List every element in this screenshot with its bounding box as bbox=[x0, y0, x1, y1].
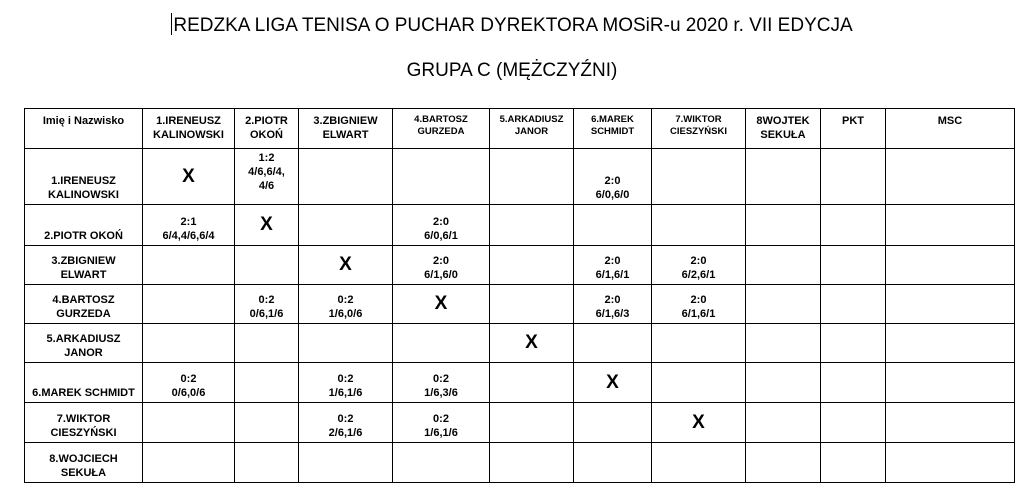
player-name-cell: 3.ZBIGNIEW ELWART bbox=[25, 246, 143, 285]
empty-cell bbox=[746, 149, 821, 205]
header-cell: PKT bbox=[821, 109, 886, 149]
empty-cell bbox=[886, 443, 1015, 483]
empty-cell bbox=[490, 403, 574, 443]
header-row bbox=[25, 109, 1015, 149]
header-cell: 3.ZBIGNIEW ELWART bbox=[299, 109, 393, 149]
empty-cell bbox=[490, 285, 574, 324]
result-line: 0:2 bbox=[180, 373, 197, 385]
self-match-cell: X bbox=[574, 363, 652, 403]
empty-cell bbox=[574, 403, 652, 443]
empty-cell bbox=[821, 205, 886, 246]
result-line: 6/1,6/3 bbox=[595, 308, 630, 320]
table-row bbox=[25, 149, 1015, 205]
result-line: 0:2 bbox=[337, 413, 354, 425]
empty-cell bbox=[490, 363, 574, 403]
result-line: 2:0 bbox=[690, 294, 707, 306]
match-result-cell bbox=[393, 246, 490, 285]
empty-cell bbox=[143, 324, 235, 363]
match-result-cell bbox=[143, 363, 235, 403]
match-result-cell bbox=[574, 285, 652, 324]
page-title-text: REDZKA LIGA TENISA O PUCHAR DYREKTORA MOSiR-u 2020 r. VII EDYCJA bbox=[173, 15, 853, 36]
match-result-cell bbox=[299, 403, 393, 443]
header-cell: 2.PIOTR OKOŃ bbox=[235, 109, 299, 149]
player-name-cell: 7.WIKTOR CIESZYŃSKI bbox=[25, 403, 143, 443]
match-result-cell bbox=[574, 246, 652, 285]
empty-cell bbox=[393, 324, 490, 363]
empty-cell bbox=[821, 246, 886, 285]
result-line: 0:2 bbox=[433, 373, 449, 385]
player-name-cell: 2.PIOTR OKOŃ bbox=[25, 205, 143, 246]
empty-cell bbox=[490, 205, 574, 246]
empty-cell bbox=[746, 443, 821, 483]
result-line: 2:1 bbox=[180, 216, 197, 228]
table-row bbox=[25, 205, 1015, 246]
empty-cell bbox=[821, 324, 886, 363]
player-name-cell: 1.IRENEUSZ KALINOWSKI bbox=[25, 149, 143, 205]
result-line: 2:0 bbox=[604, 175, 621, 187]
table-row bbox=[25, 285, 1015, 324]
result-line: 6/1,6/1 bbox=[595, 269, 630, 281]
result-line: 2:0 bbox=[433, 255, 449, 267]
empty-cell bbox=[235, 403, 299, 443]
header-cell: 4.BARTOSZ GURZEDA bbox=[393, 109, 490, 149]
player-name-cell: 4.BARTOSZ GURZEDA bbox=[25, 285, 143, 324]
empty-cell bbox=[143, 443, 235, 483]
empty-cell bbox=[746, 285, 821, 324]
header-cell: Imię i Nazwisko bbox=[25, 109, 143, 149]
empty-cell bbox=[574, 324, 652, 363]
empty-cell bbox=[886, 205, 1015, 246]
result-line: 2:0 bbox=[604, 294, 621, 306]
empty-cell bbox=[652, 205, 746, 246]
result-line: 6/1,6/0 bbox=[424, 269, 458, 281]
self-match-cell: X bbox=[143, 149, 235, 205]
self-match-cell: X bbox=[652, 403, 746, 443]
empty-cell bbox=[746, 363, 821, 403]
match-result-cell bbox=[235, 149, 299, 205]
empty-cell bbox=[821, 443, 886, 483]
empty-cell bbox=[821, 285, 886, 324]
player-name-cell: 5.ARKADIUSZ JANOR bbox=[25, 324, 143, 363]
match-result-cell bbox=[652, 285, 746, 324]
empty-cell bbox=[299, 205, 393, 246]
result-line: 2:0 bbox=[604, 255, 621, 267]
empty-cell bbox=[821, 403, 886, 443]
header-cell: 7.WIKTOR CIESZYŃSKI bbox=[652, 109, 746, 149]
self-match-cell: X bbox=[393, 285, 490, 324]
empty-cell bbox=[746, 324, 821, 363]
page-title bbox=[0, 13, 1024, 38]
result-line: 0:2 bbox=[337, 373, 354, 385]
header-cell: 5.ARKADIUSZ JANOR bbox=[490, 109, 574, 149]
empty-cell bbox=[821, 363, 886, 403]
empty-cell bbox=[821, 149, 886, 205]
self-match-cell: X bbox=[299, 246, 393, 285]
header-cell: 6.MAREK SCHMIDT bbox=[574, 109, 652, 149]
result-line: 4/6,6/4, bbox=[248, 166, 285, 178]
header-cell: MSC bbox=[886, 109, 1015, 149]
player-name-cell: 6.MAREK SCHMIDT bbox=[25, 363, 143, 403]
match-result-cell bbox=[393, 205, 490, 246]
player-name-cell: 8.WOJCIECH SEKUŁA bbox=[25, 443, 143, 483]
result-line: 1/6,3/6 bbox=[424, 387, 458, 399]
empty-cell bbox=[143, 246, 235, 285]
result-line: 2:0 bbox=[433, 216, 449, 228]
empty-cell bbox=[746, 246, 821, 285]
empty-cell bbox=[886, 324, 1015, 363]
result-line: 0:2 bbox=[258, 294, 275, 306]
match-result-cell bbox=[299, 363, 393, 403]
empty-cell bbox=[652, 363, 746, 403]
empty-cell bbox=[886, 285, 1015, 324]
match-result-cell bbox=[393, 403, 490, 443]
result-line: 4/6 bbox=[258, 180, 275, 192]
empty-cell bbox=[143, 403, 235, 443]
header-cell: 8WOJTEK SEKUŁA bbox=[746, 109, 821, 149]
empty-cell bbox=[746, 403, 821, 443]
table-row bbox=[25, 443, 1015, 483]
match-result-cell bbox=[393, 363, 490, 403]
match-result-cell bbox=[652, 246, 746, 285]
result-line: 2:0 bbox=[690, 255, 707, 267]
result-line: 1/6,0/6 bbox=[328, 308, 363, 320]
empty-cell bbox=[886, 403, 1015, 443]
header-cell: 1.IRENEUSZ KALINOWSKI bbox=[143, 109, 235, 149]
result-line: 0/6,1/6 bbox=[249, 308, 284, 320]
empty-cell bbox=[299, 324, 393, 363]
result-line: 1/6,1/6 bbox=[328, 387, 363, 399]
empty-cell bbox=[143, 285, 235, 324]
empty-cell bbox=[490, 246, 574, 285]
result-line: 0:2 bbox=[433, 413, 449, 425]
empty-cell bbox=[490, 443, 574, 483]
result-line: 6/1,6/1 bbox=[681, 308, 716, 320]
result-line: 0:2 bbox=[337, 294, 354, 306]
table-row bbox=[25, 363, 1015, 403]
empty-cell bbox=[574, 205, 652, 246]
table-row bbox=[25, 246, 1015, 285]
empty-cell bbox=[393, 443, 490, 483]
empty-cell bbox=[886, 246, 1015, 285]
result-line: 6/0,6/0 bbox=[595, 189, 630, 201]
empty-cell bbox=[299, 443, 393, 483]
result-line: 6/2,6/1 bbox=[681, 269, 716, 281]
empty-cell bbox=[652, 443, 746, 483]
empty-cell bbox=[652, 324, 746, 363]
empty-cell bbox=[235, 363, 299, 403]
empty-cell bbox=[652, 149, 746, 205]
empty-cell bbox=[574, 443, 652, 483]
empty-cell bbox=[490, 149, 574, 205]
empty-cell bbox=[235, 324, 299, 363]
results-table bbox=[24, 108, 1015, 483]
empty-cell bbox=[746, 205, 821, 246]
table-row bbox=[25, 403, 1015, 443]
group-subtitle: GRUPA C (MĘŻCZYŹNI) bbox=[406, 60, 618, 81]
result-line: 6/0,6/1 bbox=[424, 230, 458, 242]
match-result-cell bbox=[235, 285, 299, 324]
result-line: 0/6,0/6 bbox=[171, 387, 206, 399]
match-result-cell bbox=[299, 285, 393, 324]
result-line: 6/4,4/6,6/4 bbox=[162, 230, 215, 242]
match-result-cell bbox=[574, 149, 652, 205]
empty-cell bbox=[235, 443, 299, 483]
self-match-cell: X bbox=[490, 324, 574, 363]
match-result-cell bbox=[143, 205, 235, 246]
empty-cell bbox=[393, 149, 490, 205]
result-line: 2/6,1/6 bbox=[328, 427, 363, 439]
table-row bbox=[25, 324, 1015, 363]
self-match-cell: X bbox=[235, 205, 299, 246]
empty-cell bbox=[299, 149, 393, 205]
empty-cell bbox=[886, 363, 1015, 403]
result-line: 1:2 bbox=[258, 152, 275, 164]
result-line: 1/6,1/6 bbox=[424, 427, 458, 439]
empty-cell bbox=[235, 246, 299, 285]
empty-cell bbox=[886, 149, 1015, 205]
